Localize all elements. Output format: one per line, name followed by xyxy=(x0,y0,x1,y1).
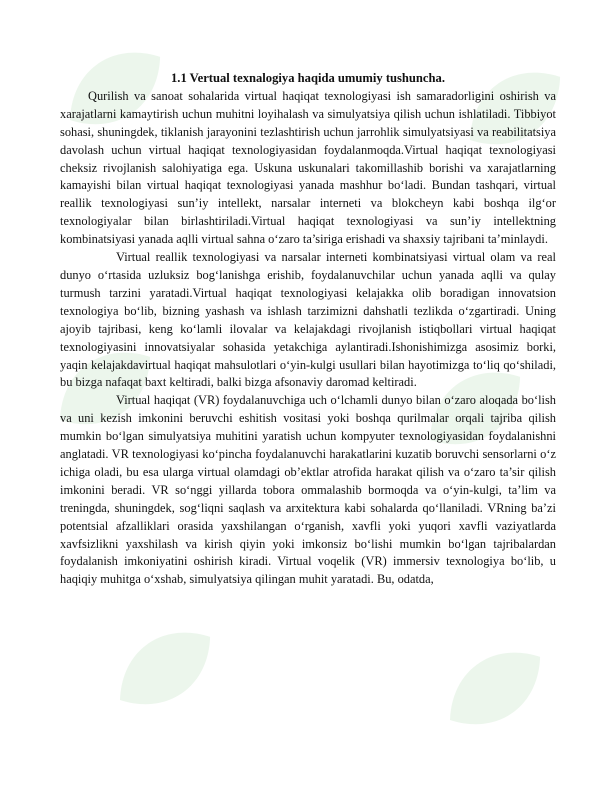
paragraph-1: Qurilish va sanoat sohalarida virtual haqiqat texnologiyasi ish samaradorligini oshirish va xarajatlarni kamaytirish uchun muhitni loyihalash va simulyatsiya qilish uchun ishlatiladi. Tibbiyot sohasi, shuningdek, tiklanish jarayonini tezlashtirish uchun jarrohlik simulyatsiyasi va reabilitatsiya davolash uchun virtual haqiqat texnologiyasidan foydalanmoqda.Virtual haqiqat texnologiyasi cheksiz rivojlanish salohiyatiga ega. Uskuna uskunalari takomillashib borishi va xarajatlarning kamayishi bilan virtual haqiqat texnologiyasi yanada mashhur bo‘ladi. Bundan tashqari, virtual reallik texnologiyasi sun’iy intellekt, narsalar interneti va blokcheyn kabi boshqa ilg‘or texnologiyalar bilan birlashtiriladi.Virtual haqiqat texnologiyasi va sun’iy intellektning kombinatsiyasi yanada aqlli virtual sahna o‘zaro ta’siriga erishadi va shaxsiy tajribani ta’minlaydi. xyxy=(60,88,556,247)
document-body xyxy=(60,70,556,589)
paragraph-3: Virtual haqiqat (VR) foydalanuvchiga uch o‘lchamli dunyo bilan o‘zaro aloqada bo‘lish va uni kezish imkonini beruvchi eshitish vositasi yoki boshqa qurilmalar orqali tajriba qilish mumkin bo‘lgan simulyatsiya muhitini yaratish uchun kompyuter texnologiyasidan foydalanishni anglatadi. VR texnologiyasi ko‘pincha foydalanuvchi harakatlarini kuzatib boruvchi sensorlarni o‘z ichiga oladi, bu esa ularga virtual olamdagi ob’ektlar atrofida harakat qilish va o‘zaro ta’sir qilish imkonini beradi. VR so‘nggi yillarda tobora ommalashib bormoqda va o‘yin-kulgi, ta’lim va treningda, shuningdek, sog‘liqni saqlash va arxitektura kabi sohalarda qo‘llaniladi. VRning ba’zi potentsial afzalliklari orasida yaxshilangan o‘rganish, xavfli yoki yuqori xavfli vaziyatlarda xavfsizlikni yaxshilash va kirish qiyin yoki imkonsiz bo‘lishi mumkin bo‘lgan tajribalardan foydalanish imkoniyatini oshirish kiradi. Virtual voqelik (VR) immersiv texnologiya bo‘lib, u haqiqiy muhitga o‘xshab, simulyatsiya qilingan muhit yaratadi. Bu, odatda, xyxy=(60,393,556,587)
paragraph-2: Virtual reallik texnologiyasi va narsalar interneti kombinatsiyasi virtual olam va real dunyo o‘rtasida uzluksiz bog‘lanishga erishib, foydalanuvchilar uchun yanada aqlli va qulay turmush tarzini yaratadi.Virtual haqiqat texnologiyasi kelajakka olib boradigan innovatsion texnologiya bo‘lib, bizning yashash va ishlash tarzimizni dahshatli tezlikda o‘zgartiradi. Uning ajoyib tajribasi, keng ko‘lamli ilovalar va kelajakdagi rivojlanish istiqbollari virtual haqiqat texnologiyasini innovatsiyalar sohasida yetakchiga aylantiradi.Ishonishimizga asosimiz borki, yaqin kelajakdavirtual haqiqat mahsulotlari o‘yin-kulgi usullari bilan hayotimizga to‘liq qo‘shiladi, bu bizga nafaqat baxt keltiradi, balki bizga afsonaviy daromad keltiradi. xyxy=(60,250,556,390)
section-title: 1.1 Vertual texnalogiya haqida umumiy tushuncha. xyxy=(171,71,445,85)
